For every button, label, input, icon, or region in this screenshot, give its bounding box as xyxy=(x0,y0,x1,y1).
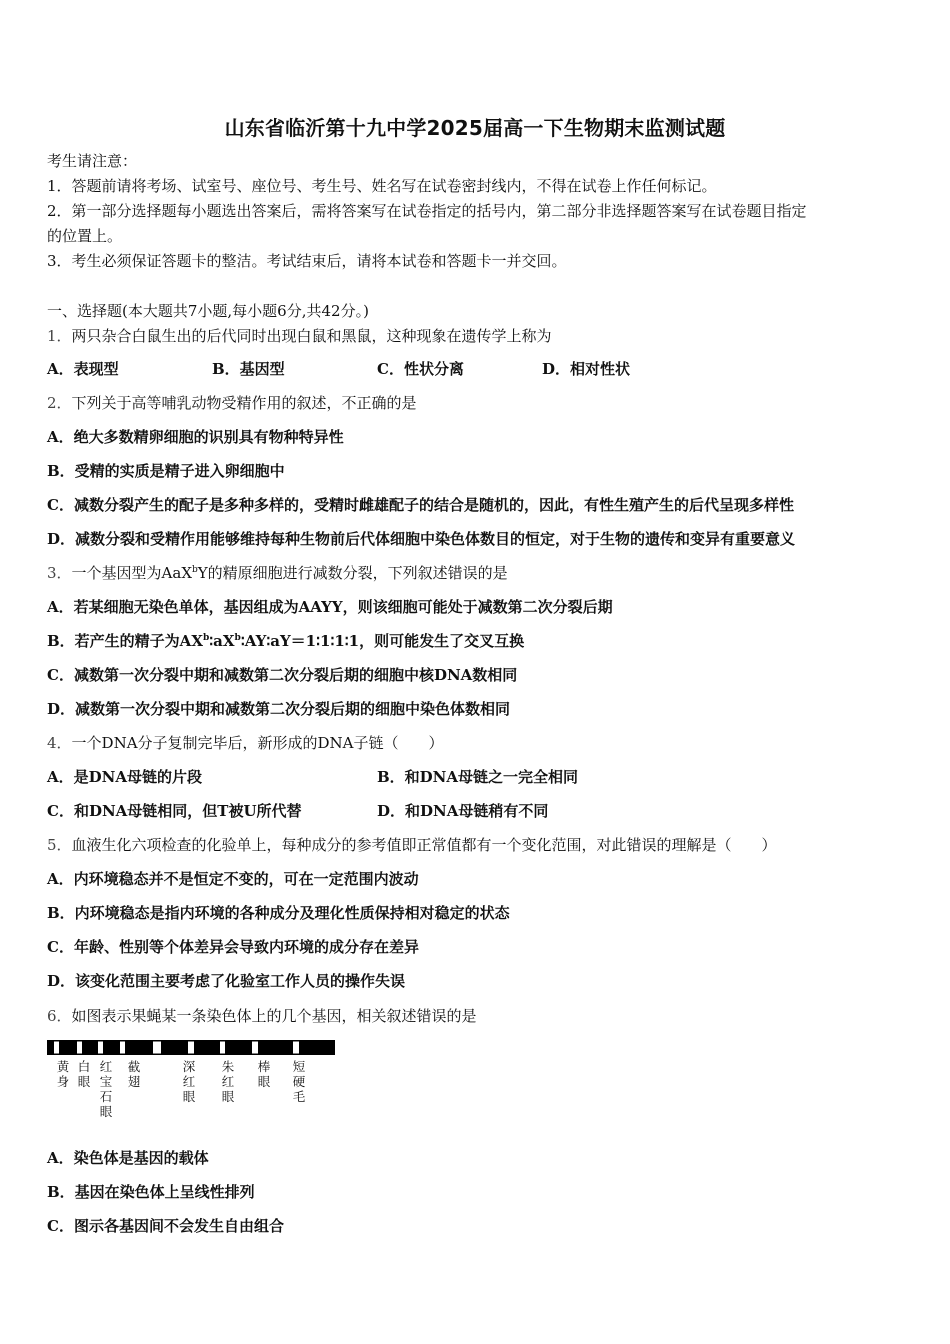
option-d: D．减数第一次分裂中期和减数第二次分裂后期的细胞中染色体数相同 xyxy=(47,700,511,718)
gene-label: 红宝石眼 xyxy=(99,1059,113,1119)
gene-label: 黄身 xyxy=(56,1059,70,1089)
gene-band-separator xyxy=(252,1042,258,1054)
gene-label: 朱红眼 xyxy=(221,1059,235,1104)
notice-heading: 考生请注意： xyxy=(47,152,138,170)
option-c: C．图示各基因间不会发生自由组合 xyxy=(47,1217,284,1235)
chromosome-diagram xyxy=(47,1040,335,1055)
option-d: D．该变化范围主要考虑了化验室工作人员的操作失误 xyxy=(47,972,406,990)
question-stem: 两只杂合白鼠生出的后代同时出现白鼠和黑鼠，这种现象在遗传学上称为 xyxy=(71,327,552,345)
option-b: B．受精的实质是精子进入卵细胞中 xyxy=(47,462,285,480)
option-a: A．若某细胞无染色单体，基因组成为AAYY，则该细胞可能处于减数第二次分裂后期 xyxy=(47,598,613,616)
gene-label: 白眼 xyxy=(77,1059,91,1089)
option-d: D．和DNA母链稍有不同 xyxy=(377,802,549,820)
option-c: C．减数第一次分裂中期和减数第二次分裂后期的细胞中核DNA数相同 xyxy=(47,666,518,684)
gene-band-separator xyxy=(220,1042,225,1054)
option-d: D．相对性状 xyxy=(542,360,631,378)
gene-label: 截翅 xyxy=(127,1059,141,1089)
question-2 xyxy=(47,390,897,416)
gene-band-separator xyxy=(293,1042,299,1054)
section-heading: 一、选择题(本大题共7小题,每小题6分,共42分。) xyxy=(47,302,369,320)
question-1 xyxy=(47,323,897,349)
q4-options-row-2 xyxy=(47,798,897,824)
question-stem: 下列关于高等哺乳动物受精作用的叙述，不正确的是 xyxy=(71,394,417,412)
option-a: A．绝大多数精卵细胞的识别具有物种特异性 xyxy=(47,428,344,446)
option-b: B．和DNA母链之一完全相同 xyxy=(377,768,579,786)
option-a: A．染色体是基因的载体 xyxy=(47,1149,209,1167)
option-a: A．内环境稳态并不是恒定不变的，可在一定范围内波动 xyxy=(47,870,419,888)
q4-options-row-1 xyxy=(47,764,897,790)
gene-band-separator xyxy=(77,1042,82,1054)
option-d: D．减数分裂和受精作用能够维持每种生物前后代体细胞中染色体数目的恒定，对于生物的遗传和变异有重要意义 xyxy=(47,530,796,548)
option-b: B．若产生的精子为$AX^b∶aX^b∶AY∶aY=1∶1∶1∶1$，则可能发生了交叉互换 xyxy=(47,632,525,650)
question-number: 2． xyxy=(47,394,72,412)
gene-band-separator xyxy=(153,1042,161,1054)
notice-item: 2．第一部分选择题每小题选出答案后，需将答案写在试卷指定的括号内，第二部分非选择题答案写在试卷题目指定 xyxy=(47,202,807,220)
option-c: C．性状分离 xyxy=(377,360,464,378)
question-number: 1． xyxy=(47,327,72,345)
gene-band-separator xyxy=(120,1042,125,1054)
page-title: 山东省临沂第十九中学2025届高一下生物期末监测试题 xyxy=(224,116,726,140)
option-a: A．是DNA母链的片段 xyxy=(47,768,202,786)
option-b: B．基因在染色体上呈线性排列 xyxy=(47,1183,255,1201)
question-4 xyxy=(47,730,897,756)
gene-label: 深红眼 xyxy=(182,1059,196,1104)
question-5 xyxy=(47,832,897,858)
question-number: 6． xyxy=(47,1007,72,1025)
question-stem: 一个基因型为AaX$^b$Y的精原细胞进行减数分裂，下列叙述错误的是 xyxy=(71,564,508,582)
question-number: 3． xyxy=(47,564,72,582)
question-number: 5． xyxy=(47,836,72,854)
option-b: B．内环境稳态是指内环境的各种成分及理化性质保持相对稳定的状态 xyxy=(47,904,510,922)
q1-options xyxy=(47,356,897,382)
gene-label: 棒眼 xyxy=(257,1059,271,1089)
question-stem: 血液生化六项检查的化验单上，每种成分的参考值即正常值都有一个变化范围，对此错误的理解是（ ） xyxy=(71,836,777,854)
option-c: C．和DNA母链相同，但T被U所代替 xyxy=(47,802,302,820)
option-a: A．表现型 xyxy=(47,360,119,378)
notice-item: 的位置上。 xyxy=(47,227,123,245)
notice-item: 1．答题前请将考场、试室号、座位号、考生号、姓名写在试卷密封线内，不得在试卷上作任何标记。 xyxy=(47,177,717,195)
gene-label: 短硬毛 xyxy=(292,1059,306,1104)
question-stem: 如图表示果蝇某一条染色体上的几个基因，相关叙述错误的是 xyxy=(71,1007,477,1025)
notice-item: 3．考生必须保证答题卡的整洁。考试结束后，请将本试卷和答题卡一并交回。 xyxy=(47,252,567,270)
option-c: C．减数分裂产生的配子是多种多样的，受精时雌雄配子的结合是随机的，因此，有性生殖产生的后代呈现多样性 xyxy=(47,496,794,514)
gene-band-separator xyxy=(188,1042,194,1054)
question-6 xyxy=(47,1003,897,1029)
question-stem: 一个DNA分子复制完毕后，新形成的DNA子链（ ） xyxy=(71,734,444,752)
option-b: B．基因型 xyxy=(212,360,285,378)
gene-band-separator xyxy=(98,1042,103,1054)
question-3 xyxy=(47,560,897,586)
question-number: 4． xyxy=(47,734,72,752)
option-c: C．年龄、性别等个体差异会导致内环境的成分存在差异 xyxy=(47,938,419,956)
gene-band-separator xyxy=(54,1042,59,1054)
